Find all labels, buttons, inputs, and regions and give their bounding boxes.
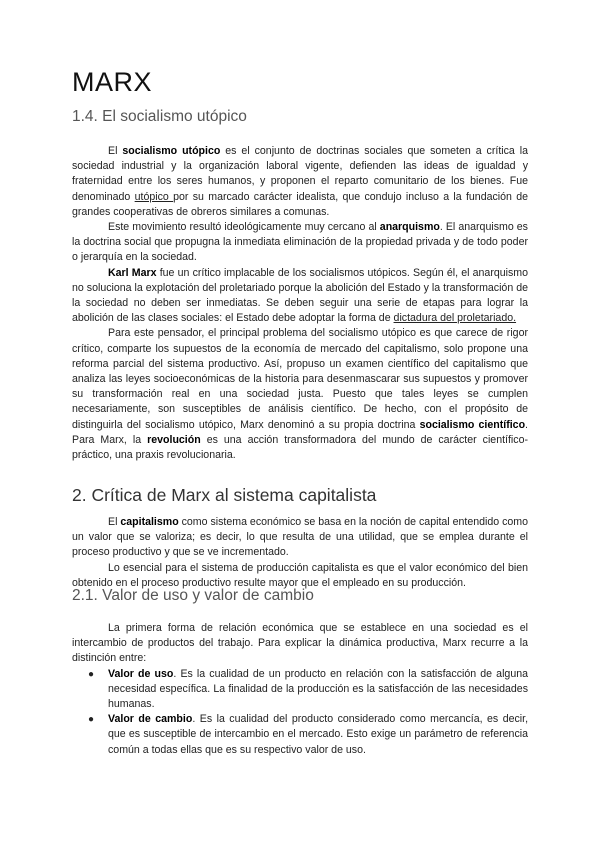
heading-socialismo-utopico: 1.4. El socialismo utópico xyxy=(72,108,247,125)
section-valor-uso-cambio xyxy=(72,621,528,758)
list-item: ● Valor de cambio. Es la cualidad del producto considerado como mercancía, es decir, que es susceptible de intercambio en el mercado. Esto exige un parámetro de referencia común a todas ellas que es su respectivo valor de uso. xyxy=(88,713,529,756)
paragraph: Lo esencial para el sistema de producción capitalista es que el valor económico del bien obtenido en el proceso productivo resulte mayor que el empleado en su producción. xyxy=(72,561,528,589)
paragraph: Para este pensador, el principal problema del socialismo utópico es que carece de rigor crítico, comparte los supuestos de la economía de mercado del capitalismo, solo propone una reforma parcial del sistema productivo. Así, propuso un examen científico del capitalismo que analiza las leyes socioeconómicas de la historia para desenmascarar sus supuestos y promover su transformación real en una sociedad justa. Puesto que tales leyes se cumplen necesariamente, son susceptibles de análisis científico. De hecho, con el propósito de distinguirla del socialismo utópico, Marx denominó a su propia doctrina socialismo científico. Para Marx, la revolución es una acción transformadora del mundo de carácter científico-práctico, una praxis revolucionaria. xyxy=(72,327,528,462)
bullet-icon: ● xyxy=(88,714,95,726)
bullet-list xyxy=(72,667,528,758)
paragraph: Karl Marx fue un crítico implacable de los socialismos utópicos. Según él, el anarquismo no soluciona la explotación del proletariado porque la abolición del Estado y la transformación de la sociedad no deben ser inmediatas. Se deben seguir una serie de etapas para lograr la abolición de las clases sociales: el Estado debe adoptar la forma de dictadura del proletariado. xyxy=(72,266,528,325)
paragraph: La primera forma de relación económica que se establece en una sociedad es el intercambio de productos del trabajo. Para explicar la dinámica productiva, Marx recurre a la distinción entre: xyxy=(72,622,528,665)
heading-critica-capitalismo: 2. Crítica de Marx al sistema capitalista xyxy=(72,485,377,505)
section-socialismo-utopico xyxy=(72,144,528,463)
section-critica-capitalismo xyxy=(72,515,528,591)
paragraph: El capitalismo como sistema económico se basa en la noción de capital entendido como un valor que se valoriza; es decir, lo que resulta de una utilidad, que se emplea durante el proceso productivo y que se ve incrementado. xyxy=(72,516,528,559)
heading-valor-uso-cambio: 2.1. Valor de uso y valor de cambio xyxy=(72,587,314,604)
paragraph: El socialismo utópico es el conjunto de doctrinas sociales que someten a crítica la sociedad industrial y la organización laboral vigente, defienden las ideas de igualdad y fraternidad entre los seres humanos, y proponen el reparto comunitario de los bienes. Fue denominado utópico por su marcado carácter idealista, que condujo incluso a la fundación de grandes cooperativas de obreros similares a comunas. xyxy=(72,145,529,218)
list-item: ● Valor de uso. Es la cualidad de un producto en relación con la satisfacción de alguna necesidad específica. La finalidad de la producción es la satisfacción de las necesidades humanas. xyxy=(88,667,528,711)
bullet-icon: ● xyxy=(88,668,95,680)
document-title: MARX xyxy=(72,67,153,97)
paragraph: Este movimiento resultó ideológicamente muy cercano al anarquismo. El anarquismo es la doctrina social que propugna la inmediata eliminación de la propiedad privada y de todo poder o jerarquía en la sociedad. xyxy=(72,221,528,264)
